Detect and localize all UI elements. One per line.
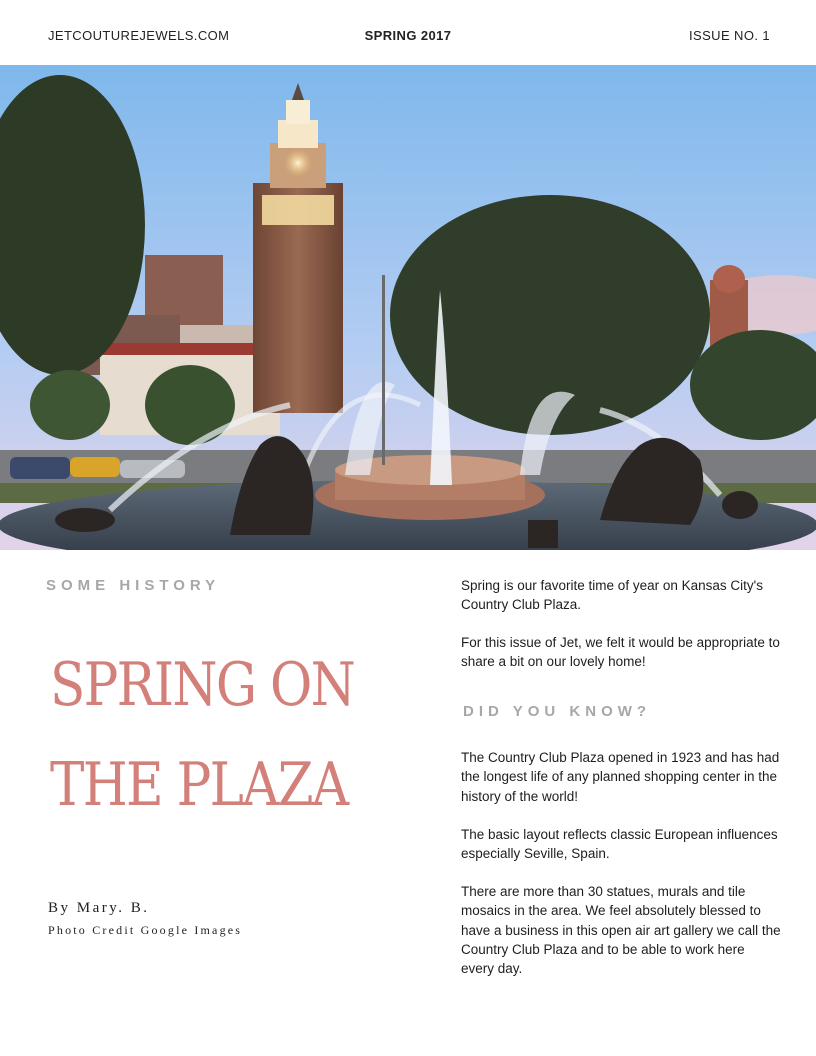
feature-title-line1: SPRING ON — [50, 650, 355, 720]
plaza-fountain-photo-icon — [0, 65, 816, 550]
fact-paragraph-1: The Country Club Plaza opened in 1923 and has had the longest life of any planned shopping center in the history of the world! — [461, 750, 780, 804]
issue-season: SPRING 2017 — [364, 28, 452, 43]
author-byline: By Mary. B. — [48, 900, 150, 916]
site-url: JETCOUTUREJEWELS.COM — [48, 28, 230, 43]
fact-paragraph-3: There are more than 30 statues, murals and tile mosaics in the area. We feel absolutely blessed to have a business in this open air art gallery we call the Country Club Plaza and to be able to work here every day. — [461, 884, 781, 977]
hero-photo — [0, 65, 816, 550]
section-kicker-did-you-know: DID YOU KNOW? — [463, 703, 652, 720]
intro-paragraph-2: For this issue of Jet, we felt it would be appropriate to share a bit on our lovely home! — [461, 635, 780, 670]
fact-paragraph-2: The basic layout reflects classic European influences especially Seville, Spain. — [461, 827, 778, 862]
section-kicker-history: SOME HISTORY — [46, 577, 221, 594]
photo-credit: Photo Credit Google Images — [48, 923, 243, 937]
intro-paragraph-1: Spring is our favorite time of year on Kansas City's Country Club Plaza. — [461, 578, 763, 613]
feature-title-line2: THE PLAZA — [50, 750, 348, 820]
issue-number: ISSUE NO. 1 — [689, 28, 770, 43]
